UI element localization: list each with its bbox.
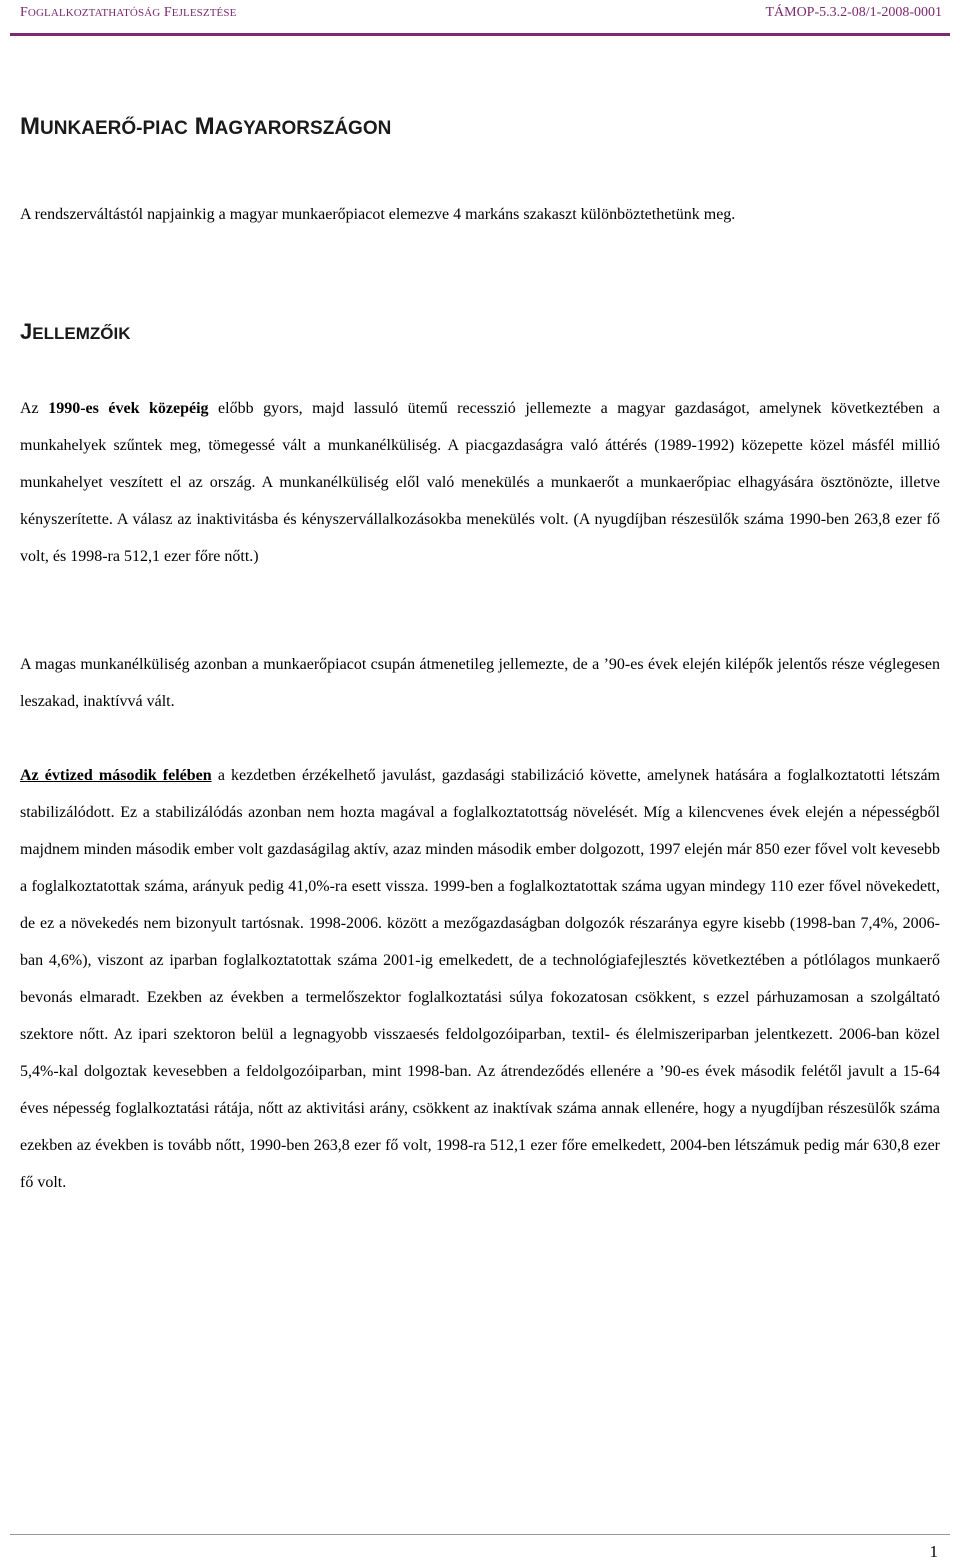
document-title: MUNKAERŐ-PIAC MAGYARORSZÁGON	[20, 113, 392, 140]
intro-paragraph: A rendszerváltástól napjainkig a magyar munkaerőpiacot elemezve 4 markáns szakaszt különböztethetünk meg.	[20, 206, 736, 223]
section-title: JELLEMZŐIK	[20, 319, 131, 344]
paragraph-text: Az	[20, 400, 49, 417]
highlight-period: 1990-es évek közepéig	[48, 400, 209, 417]
header-project-code: TÁMOP-5.3.2-08/1-2008-0001	[765, 5, 942, 20]
footer-divider	[10, 1534, 950, 1535]
header-divider	[10, 33, 950, 36]
paragraph-second-half	[20, 757, 940, 1201]
header-project-name: FOGLALKOZTATHATÓSÁG FEJLESZTÉSE	[20, 5, 237, 20]
paragraph-text: a kezdetben érzékelhető javulást, gazdasági stabilizáció követte, amelynek hatására a foglalkoztatotti létszám stabilizálódott. Ez a stabilizálódás azonban nem hozta magával a foglalkoztatottság növelését. Míg a kilencvenes évek elején a népességből majdnem minden második ember volt gazdaságilag aktív, azaz minden második ember dolgozott, 1997 elején már 850 ezer fővel volt kevesebb a foglalkoztatottak száma, arányuk pedig 41,0%-ra esett vissza. 1999-ben a foglalkoztatottak száma ugyan mindegy 110 ezer fővel növekedett, de ez a növekedés nem bizonyult tartósnak. 1998-2006. között a mezőgazdaságban dolgozók részaránya egyre kisebb (1998-ban 7,4%, 2006-ban 4,6%), viszont az iparban foglalkoztatottak száma 2001-ig emelkedett, de a technológiafejlesztés következtében a pótlólagos munkaerő bevonás elmaradt. Ezekben az években a termelőszektor foglalkoztatási súlya fokozatosan csökkent, s ezzel párhuzamosan a szolgáltató szektore nőtt. Az ipari szektoron belül a legnagyobb visszaesés feldolgozóiparban, textil- és élelmiszeriparban jelentkezett. 2006-ban közel 5,4%-kal dolgoztak kevesebben a feldolgozóiparban, mint 1998-ban. Az átrendeződés ellenére a ’90-es évek második felétől javult a 15-64 éves népesség foglalkoztatási rátája, nőtt az aktivitási arány, csökkent az inaktívak száma annak ellenére, hogy a nyugdíjban részesülők száma ezekben az években is tovább nőtt, 1990-ben 263,8 ezer fő volt, 1998-ra 512,1 ezer főre emelkedett, 2004-ben létszámuk pedig már 630,8 ezer fő volt.	[20, 767, 940, 1191]
paragraph-text: előbb gyors, majd lassuló ütemű recesszió jellemezte a magyar gazdaságot, amelynek következtében a munkahelyek szűntek meg, tömegessé vált a munkanélküliség. A piacgazdaságra való áttérés (1989-1992) közepette közel másfél millió munkahelyet veszített el az ország. A munkanélküliség elől való menekülés a munkaerőt a munkaerőpiac elhagyására ösztönözte, illetve kényszerítette. A válasz az inaktivitásba és kényszervállalkozásokba menekülés volt. (A nyugdíjban részesülők száma 1990-ben 263,8 ezer fő volt, és 1998-ra 512,1 ezer főre nőtt.)	[20, 400, 941, 565]
page-number: 1	[929, 1542, 938, 1561]
page-header	[0, 0, 960, 36]
paragraph-inactivity: A magas munkanélküliség azonban a munkaerőpiacot csupán átmenetileg jellemezte, de a ’90-es évek elején kilépők jelentős része véglegesen leszakad, inaktívvá vált.	[20, 656, 940, 710]
paragraph-1990s	[20, 390, 940, 575]
highlight-period: Az évtized második felében	[20, 767, 212, 784]
